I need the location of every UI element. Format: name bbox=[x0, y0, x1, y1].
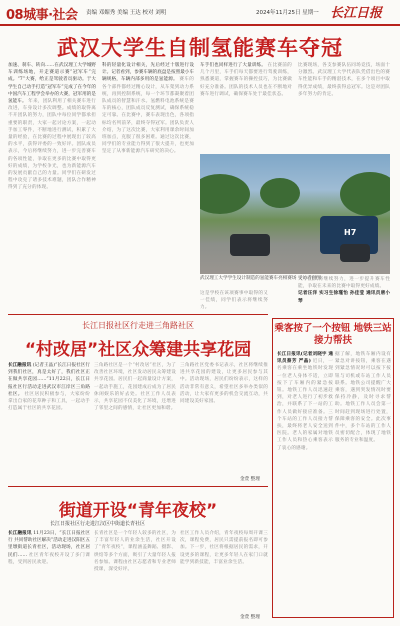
body-text-filler: 三角路社区党委书记表示，社区将继续推进共享花园的建设，让更多居民参与其中。活动现场，居民们纷纷表示，这样的活动非常有意义，希望社区多举办类似的活动，让大家有更多的机会交流互动，共同建设美好家园。 bbox=[180, 363, 268, 405]
body-text-filler: 在比赛前的几个月里，车手们每天都要进行驾驶训练，熟悉赛道，掌握赛车的操控技巧，为比赛做好充分准备。团队的技术人员也在不断地对赛车进行调试，确保赛车处于最佳状态。 bbox=[200, 63, 292, 97]
story1-col4 bbox=[298, 62, 390, 150]
body-text-filler: 社区工作人员介绍，青年夜校每周开课三次，课程免费，居民只需提前报名即可参加。下一步，社区将根据居民的需求，开设更多的课程，让更多年轻人在家门口就能学到新技能，丰富业余生活。 bbox=[180, 531, 268, 565]
story2-col1 bbox=[8, 362, 90, 474]
story3-lead: 长江日报讯(记者刘晓宇 通讯员蔡芳 严晶) bbox=[277, 352, 333, 365]
story3-col2 bbox=[335, 351, 391, 613]
body-text-filler: 社区居民积极参与，大家纷纷拿出自家的花草种子和工具，一起动手打造属于社区的共享花园。 bbox=[8, 391, 90, 412]
issue-date: 2024年11月25日 星期一 bbox=[256, 10, 319, 16]
body-text-filler: 长青社区是一个年轻人较多的社区，为了丰富年轻人的业余生活，社区开设了“青年夜校”，课程涵盖舞蹈、摄影、烘焙等多个方面，吸引了大量年轻人报名参加。课程由社区志愿者和专业老师授课，深受好评。 bbox=[94, 531, 176, 573]
race-car-photo: H7 bbox=[200, 154, 390, 274]
body-text-filler: 据了解，地铁车厢内设有紧急对讲按钮，乘客在遇到紧急情况时可以按下按钮与司机或车站工作人员联系。地铁公司提醒广大乘客，遇到突发情况时要保持冷静，及时寻求帮助。地铁工作人员会第一时间赶到现场进行处置，保障乘客的安全。此次事件中，多个车站的工作人员密切配合，体现了地铁服务的专业和温度。 bbox=[335, 352, 391, 444]
story2-subtitle: 长江日报社区行走进三角路社区 bbox=[82, 321, 194, 330]
story4-lead-tag: 长江融报讯 bbox=[8, 531, 32, 536]
story1-col1 bbox=[8, 62, 96, 310]
story3-col1 bbox=[277, 351, 333, 613]
body-text-filler: 年来，团队利用了相关赛车进行改进，车身设计多次调整。成绩的取得离不开团队的努力，团队中每位同学都承担重要的职责，大家一起讨论方案，一起动手加工零件，不断地进行测试，积累了大量的经验，在比赛的过程中展现出了较高的水平，获得评委的一致好评。团队成员表示，今后将继续努力，进一步完善赛车的各项性能，争取在更多的比赛中取得更好的成绩，为学校争光，也为新能源汽车的发展贡献自己的力量。同学们在研发过程中攻克了诸多技术难题，团队合作精神得到了充分的体现。 bbox=[8, 99, 96, 191]
body-text-filler: 近日，一名乘客在乘坐地铁时发现一位老人身体不适，立即按下了车厢内的紧急按钮。地铁工作人员迅速赶到，对老人进行了初步救治，并联系了下一站的工作人员做好接应准备。三个车站的工作人员接力帮扶，最终将老人安全送到医院。老人的家属对地铁工作人员和热心乘客表示了衷心的感谢。 bbox=[277, 359, 333, 451]
story2-lead: (记者王晶)“长江日报社区行到我们社区，真是太好了，我们社区正在做共享花园……”11月22日，长江日报社区行活动走进武汉市江岸区三角路社区。 bbox=[8, 363, 90, 397]
story3-box bbox=[272, 318, 394, 618]
section-label: 08城事·社会 bbox=[6, 8, 78, 23]
photo-caption: 武汉理工大学学生设计制造的氢能赛车亮相赛场 受访者供图 bbox=[200, 276, 321, 281]
body-text-filler: 比赛现场，各支参赛队伍同场竞技，场面十分激烈。武汉理工大学代表队凭借出色的赛车性能和车手的精湛技术，在多个项目中取得优异成绩，最终获得总冠军。这是对团队多年努力的肯定。 bbox=[298, 63, 390, 97]
divider bbox=[8, 486, 268, 487]
story4-subtitle: 长江日报社区行走进江汉区中街道长青社区 bbox=[50, 521, 146, 527]
body-text-filler: 大学团队将继续努力，进一步提升赛车性能，争取在未来的比赛中取得更好成绩。 bbox=[298, 277, 390, 290]
story3-headline: 乘客按了一个按钮 地铁三站接力帮扶 bbox=[274, 323, 392, 346]
page-header bbox=[0, 0, 400, 26]
editor-credits: 责编 邓媚秀 美编 王达 校对 刘明 bbox=[86, 10, 167, 16]
story4-col3 bbox=[180, 530, 268, 614]
story2-col2 bbox=[94, 362, 176, 474]
story1-col2 bbox=[102, 62, 194, 310]
story2-lead-tag: 长江融报讯 bbox=[8, 363, 32, 368]
story1-col3 bbox=[200, 62, 292, 150]
story2-col3 bbox=[180, 362, 268, 474]
story2-headline: “村改居”社区众筹建共享花园 bbox=[24, 340, 252, 360]
body-text-filler: 这是学校在该项赛事中取得的又一佳绩，同学们表示将继续努力。 bbox=[200, 291, 268, 310]
story1-byline: 记者汪洋 实习生徐瑾怡 孙佳莹 通讯员唐小琴 bbox=[298, 291, 390, 304]
body-text-filler: 赛车的各个部件都经过精心设计，从车架到动力系统，再到控制系统，每一个环节都凝聚着团队成员的智慧和汗水。氢燃料电池系统是赛车的核心，团队成员反复测试，确保系统稳定可靠。在比赛中，赛车表现出色，各项指标均名列前茅，最终夺得冠军。团队负责人介绍，为了这次比赛，大家利用课余时间加班加点，克服了很多困难。通过这次比赛，同学们的专业能力得到了很大提升，也更加坚定了从事新能源汽车研究的决心。 bbox=[102, 77, 194, 155]
story1-col6 bbox=[298, 276, 390, 306]
story4-author: 金萱 整理 bbox=[240, 615, 260, 620]
story1-col5 bbox=[200, 290, 268, 310]
divider bbox=[8, 314, 268, 315]
paper-logo: 长江日报 bbox=[330, 6, 383, 21]
story4-lead: 11月23日，“长江日报社区行 共同帮助社区解决”活动走进汉阳区五里墩街道长青社区，活动现场，社区居民们…… bbox=[8, 531, 90, 558]
story2-author: 金萱 整理 bbox=[240, 477, 260, 482]
story4-col1 bbox=[8, 530, 90, 620]
story1-col1-lead: 加速、刹车、转向……在武汉理工大学城野车训练场地，开走赛道示赛“冠军车”完成。“7”大赛，给正是驾驶者员驱动。于大学生自己动手打造“冠军车”完成了在今年的中国汽车工程学会举办的大赛，冠军用的是氢能车。 bbox=[8, 63, 96, 105]
story1-col2-lead: 科的轻量化设计相关，先后经过十版进行设计。记者看到，参赛车辆的底盘是按照最小车辆规格，车辆内部多用的是氢能源。 bbox=[102, 63, 194, 83]
story1-col3-lead: 车手们也同样进行了大量训练。 bbox=[200, 63, 266, 68]
body-text-filler: 三角路社区是一个“村改居”社区，为了改善社区环境，社区发动居民众筹建设共享花园。居民们一起商量设计方案，一起动手施工，花园建成后成为了居民休闲娱乐的好去处。社区工作人员表示，共享花园不仅美化了环境，还增进了邻里之间的感情，让社区更加和谐。 bbox=[94, 363, 176, 412]
story4-col2 bbox=[94, 530, 176, 620]
body-text-filler: 社区青年夜校开设了多门课程，受到居民欢迎。 bbox=[8, 552, 90, 565]
story4-headline: 街道开设“青年夜校” bbox=[58, 501, 218, 521]
story1-headline: 武汉大学生自制氢能赛车夺冠 bbox=[57, 36, 343, 60]
